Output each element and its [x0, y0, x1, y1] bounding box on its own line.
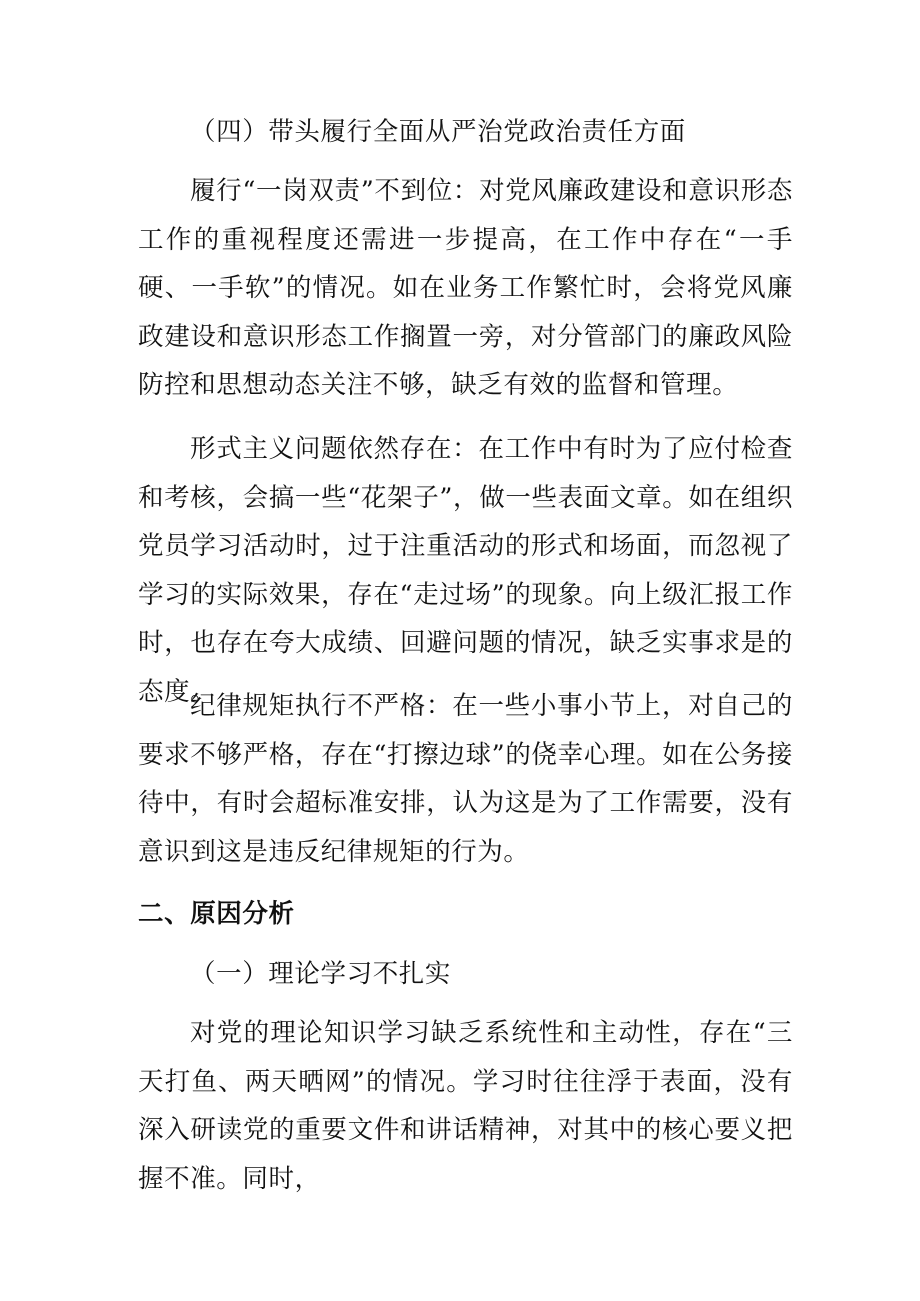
paragraph-discipline: 纪律规矩执行不严格：在一些小事小节上，对自己的要求不够严格，存在“打擦边球”的侥幸心理。如在公务接待中，有时会超标准安排，认为这是为了工作需要，没有意识到这是违反纪律规矩的行为。 — [138, 691, 793, 867]
section-heading-4: （四）带头履行全面从严治党政治责任方面 — [190, 117, 686, 147]
section-heading-cause-analysis: 二、原因分析 — [138, 899, 295, 929]
subsection-heading-theory-study: （一）理论学习不扎实 — [190, 959, 452, 989]
paragraph-yigang-shuangze: 履行“一岗双责”不到位：对党风廉政建设和意识形态工作的重视程度还需进一步提高，在工作中存在“一手硬、一手软”的情况。如在业务工作繁忙时，会将党风廉政建设和意识形态工作搁置一旁，对分管部门的廉政风险防控和思想动态关注不够，缺乏有效的监督和管理。 — [138, 176, 794, 400]
paragraph-theory-study: 对党的理论知识学习缺乏系统性和主动性，存在“三天打鱼、两天晒网”的情况。学习时往往浮于表面，没有深入研读党的重要文件和讲话精神，对其中的核心要义把握不准。同时， — [138, 1018, 793, 1194]
paragraph-formalism: 形式主义问题依然存在：在工作中有时为了应付检查和考核，会搞一些“花架子”，做一些表面文章。如在组织党员学习活动时，过于注重活动的形式和场面，而忽视了学习的实际效果，存在“走过场”的现象。向上级汇报工作时，也存在夸大成绩、回避问题的情况，缺乏实事求是的态度。 — [138, 434, 793, 707]
